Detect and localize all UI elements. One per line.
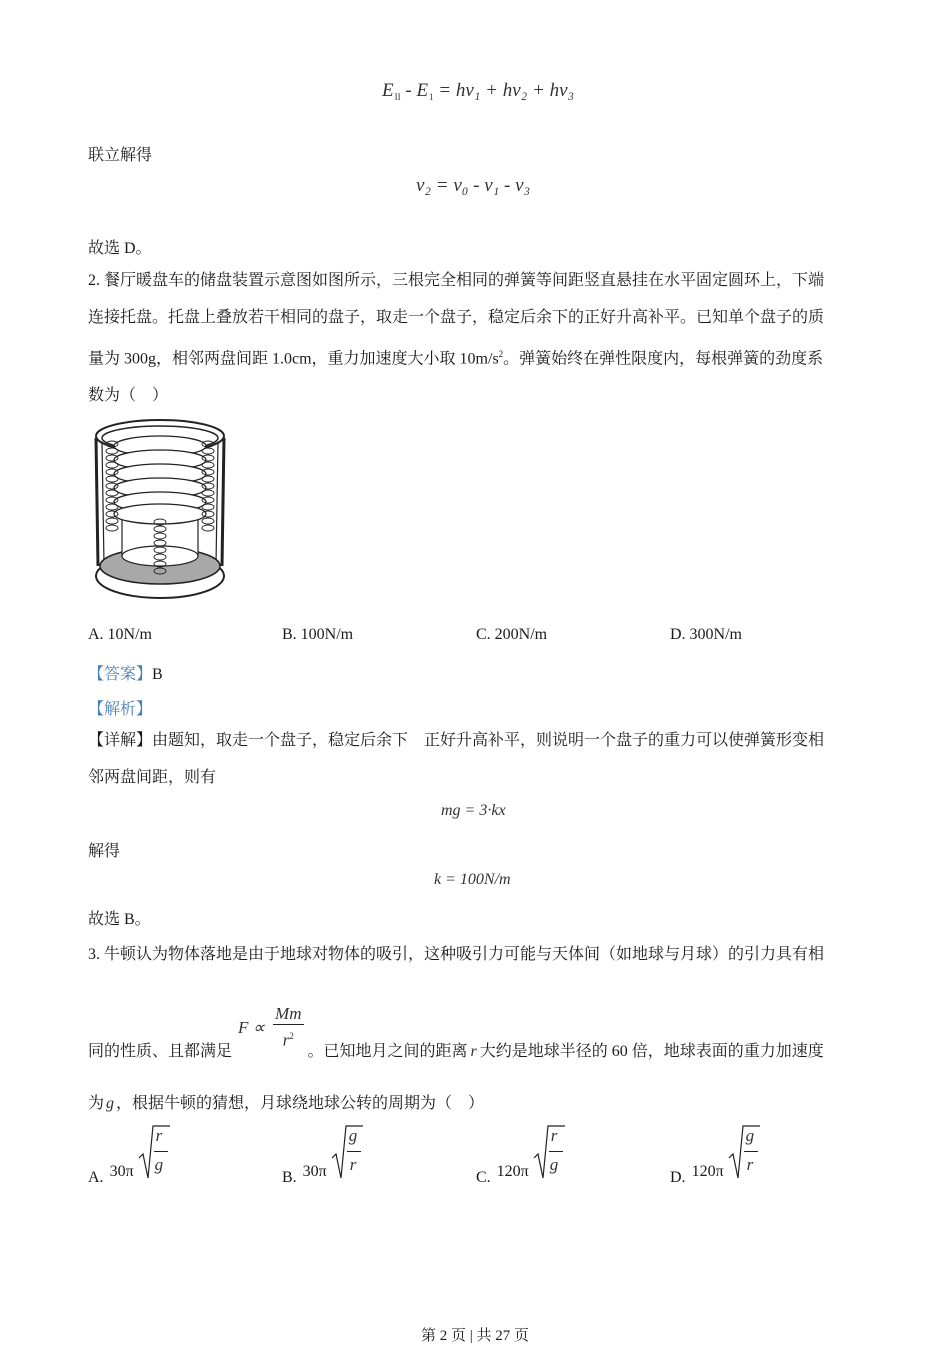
plate-warmer-figure bbox=[90, 414, 230, 602]
plate-warmer-diagram bbox=[90, 414, 230, 602]
q2-detail: 【详解】由题知，取走一个盘子，稳定后余下 正好升高补平，则说明一个盘子的重力可以使弹簧形变相 邻两盘间距，则有 bbox=[88, 732, 825, 786]
q2-solve-label: 解得 bbox=[88, 843, 121, 860]
q3-stem-line1: 3. 牛顿认为物体落地是由于地球对物体的吸引，这种吸引力可能与天体间（如地球与月球）的引力具有相 bbox=[88, 946, 825, 963]
q2-option-d[interactable]: D. 300N/m bbox=[670, 626, 742, 643]
q3-option-b[interactable]: B. 30π $\frac{g}{r}$ bbox=[282, 1124, 363, 1180]
radical: $\frac{g}{r}$ bbox=[331, 1124, 363, 1180]
radical: $\frac{r}{g}$ bbox=[138, 1124, 170, 1180]
detail-tag: 【详解】 bbox=[88, 732, 153, 749]
q3-option-d[interactable]: D. 120π $\frac{g}{r}$ bbox=[670, 1124, 760, 1180]
q2-equation-2: k = 100N/m bbox=[434, 871, 511, 888]
newton-formula: F ∝ $\frac{Mm}{r^2}$ bbox=[238, 1004, 302, 1050]
q2-option-b[interactable]: B. 100N/m bbox=[282, 626, 354, 643]
energy-equation: $E_{II} - E_1 = h\nu_1 + h\nu_2 + h\nu_3$ bbox=[382, 80, 575, 102]
answer-tag: 【答案】 bbox=[88, 666, 153, 683]
q2-option-c[interactable]: C. 200N/m bbox=[476, 626, 548, 643]
analysis-tag: 【解析】 bbox=[88, 701, 153, 718]
q2-equation-1: mg = 3·kx bbox=[441, 802, 506, 819]
q3-option-c[interactable]: C. 120π $\frac{r}{g}$ bbox=[476, 1124, 565, 1180]
q3-option-a[interactable]: A. 30π $\frac{r}{g}$ bbox=[88, 1124, 170, 1180]
prev-conclusion: 故选 D。 bbox=[88, 240, 152, 257]
q2-answer bbox=[88, 661, 163, 684]
q3-stem-line3: 为 g ，根据牛顿的猜想，月球绕地球公转的周期为（ ） bbox=[88, 1095, 485, 1112]
q2-option-a[interactable]: A. 10N/m bbox=[88, 626, 152, 643]
radical: $\frac{g}{r}$ bbox=[728, 1124, 760, 1180]
radical: $\frac{r}{g}$ bbox=[533, 1124, 565, 1180]
frequency-equation: ν₂ = ν₀ - ν₁ - ν₃ bbox=[416, 175, 531, 196]
page-footer: 第 2 页 | 共 27 页 bbox=[420, 1328, 529, 1344]
q2-conclusion: 故选 B。 bbox=[88, 911, 151, 928]
solve-label: 联立解得 bbox=[88, 147, 153, 164]
q3-stem-line2: 同的性质、且都满足 F ∝ $\frac{Mm}{r^2}$ 。已知地月之间的距离 r 大约是地球半径的 60 倍，地球表面的重力加速度 bbox=[88, 1004, 824, 1060]
answer-value: B bbox=[152, 666, 163, 683]
q2-stem: 2. 餐厅暖盘车的储盘装置示意图如图所示，三根完全相同的弹簧等间距竖直悬挂在水平固定圆环上，下端 连接托盘。托盘上叠放若干相同的盘子，取走一个盘子，稳定后余下的正好升高补平。已知单个盘子的质 量为 300g，相邻两盘间距 1.0cm，重力加速度大小取 $10m/s^2$。弹簧始终在弹性限度内，每根弹簧的劲度系 数为（ ） bbox=[88, 272, 825, 405]
